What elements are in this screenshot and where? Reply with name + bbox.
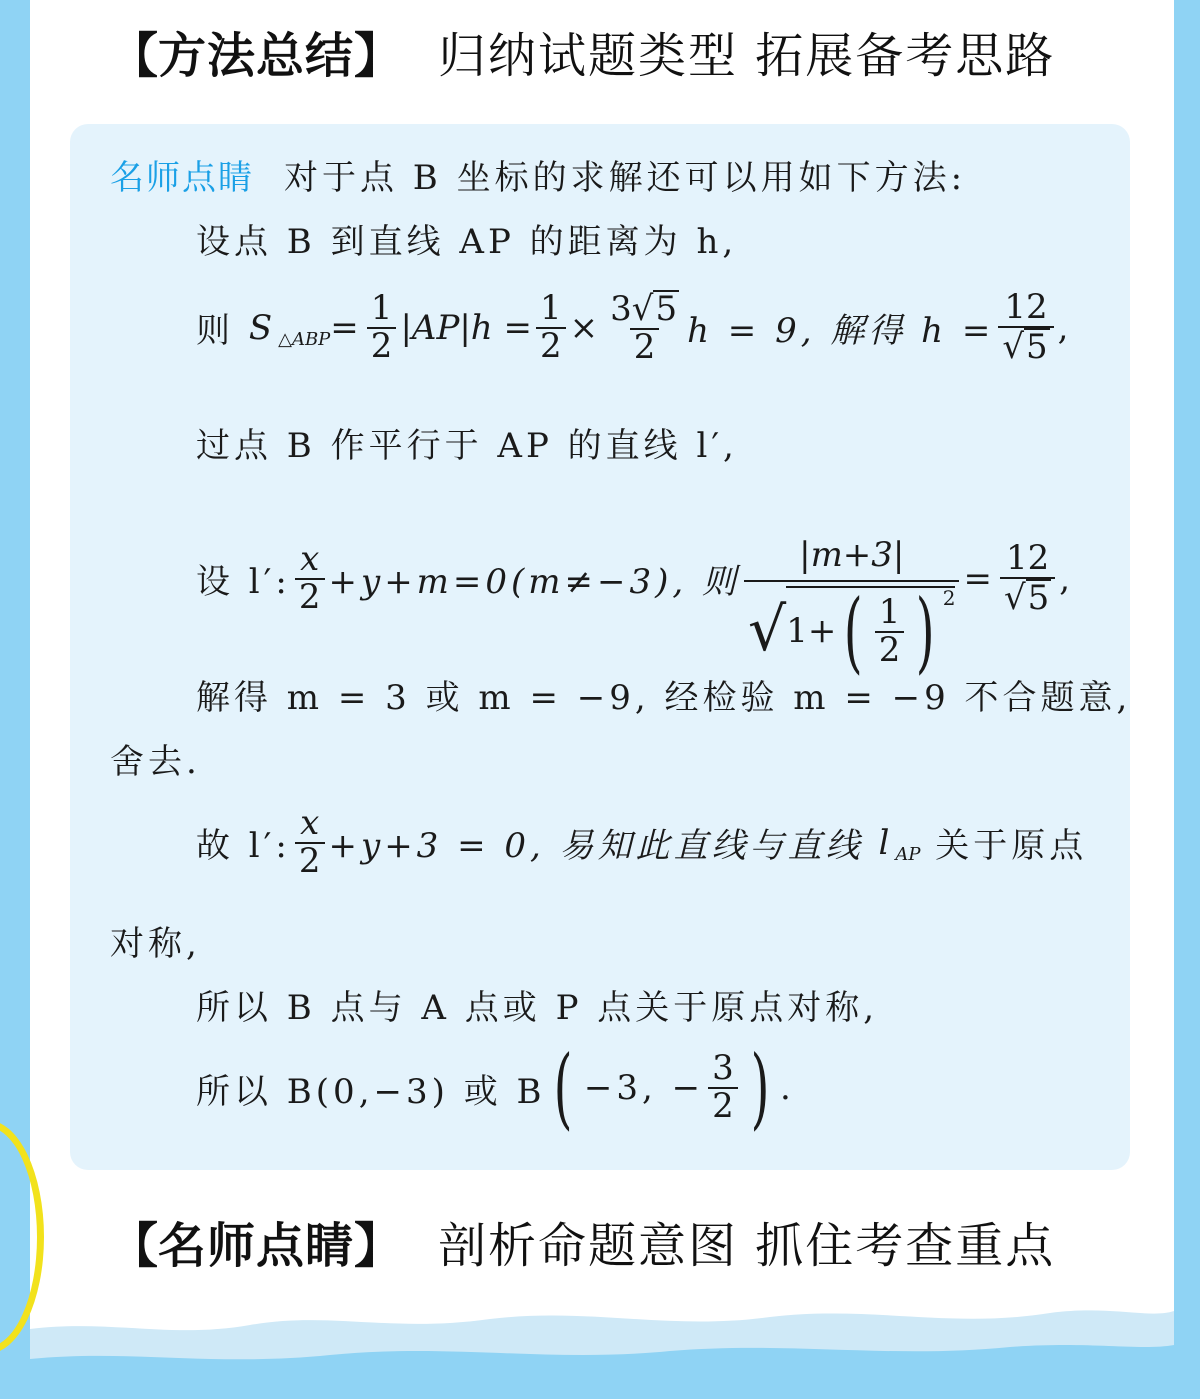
fraction-three-root-five-over-two: 3 √ 5 2 (610, 289, 678, 367)
note-solve-line: 解得 m = 3 或 m = −9, 经检验 m = −9 不合题意, (196, 678, 1132, 718)
note-set-line: 设 l′: $\frac{x}{2}$ +y+m=0(m≠−3), 则 |m+3| √ 1+ ( $\frac{1}{2}$ ) $^2$ = 12 √ 5 , (196, 535, 1075, 683)
fraction-x-over-two: $\frac{x}{2}$ (295, 542, 325, 615)
note-area-line: 则 S △ABP = $\frac{1}{2}$ |AP|h = $\frac{1}{2}$ × 3 √ 5 2 h = 9, 解得 h = 12 √ 5 , (196, 287, 1073, 367)
note-intro-line (110, 150, 966, 199)
note-symmetric-line: 对称, (110, 924, 201, 964)
fraction-x-over-two-2: $\frac{x}{2}$ (295, 806, 325, 879)
heading-subtitle: 归纳试题类型 拓展备考思路 (438, 27, 1056, 84)
note-intro: 对于点 B 坐标的求解还可以用如下方法: (284, 158, 967, 198)
note-so-line-2: 所以 B(0,−3) 或 B ( −3, − $\frac{3}{2}$ ) . (196, 1036, 795, 1139)
fraction-one-half-2: $\frac{1}{2}$ (536, 291, 566, 364)
distance-formula-fraction: |m+3| √ 1+ ( $\frac{1}{2}$ ) $^2$ (744, 538, 959, 676)
fraction-twelve-over-root-five-2: 12 √ 5 (1000, 541, 1055, 616)
note-discard-line: 舍去. (110, 742, 201, 782)
section-heading-teacher-note: 【 名师点睛 】 剖析命题意图 抓住考查重点 (110, 1206, 1055, 1276)
heading-subtitle-2: 剖析命题意图 抓住考查重点 (438, 1217, 1056, 1274)
note-so-line-1: 所以 B 点与 A 点或 P 点关于原点对称, (196, 988, 879, 1028)
fraction-one-half: $\frac{1}{2}$ (367, 291, 397, 364)
note-parallel-line: 过点 B 作平行于 AP 的直线 l′, (196, 426, 738, 466)
decorative-bottom-wave (30, 1289, 1174, 1399)
fraction-three-over-two: $\frac{3}{2}$ (708, 1051, 738, 1124)
right-blue-border (1174, 0, 1200, 1399)
heading-tag-2: 名师点睛 (158, 1217, 355, 1274)
note-hence-line: 故 l′: $\frac{x}{2}$ +y+3 = 0, 易知此直线与直线 l AP 关于原点 (196, 803, 1088, 881)
note-distance-line: 设点 B 到直线 AP 的距离为 h, (196, 222, 738, 262)
section-heading-method-summary: 【 方法总结 】 归纳试题类型 拓展备考思路 (110, 16, 1055, 86)
fraction-twelve-over-root-five: 12 √ 5 (998, 290, 1053, 365)
note-label: 名师点睛 (110, 158, 254, 198)
heading-tag: 方法总结 (158, 27, 355, 84)
